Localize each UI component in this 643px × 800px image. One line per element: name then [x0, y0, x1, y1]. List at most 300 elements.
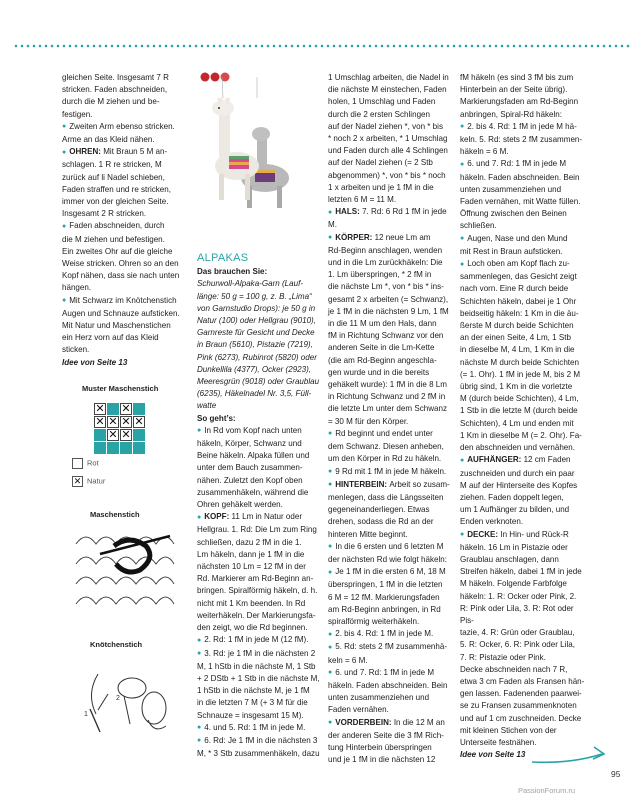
text-line [197, 413, 323, 425]
text-line [460, 468, 588, 480]
svg-text:2: 2 [116, 695, 120, 702]
line-text: den abschneiden und vernähen. [460, 443, 575, 453]
text-line [328, 554, 454, 566]
text-line [62, 320, 192, 332]
line-text: M, 1 hStb in die nächste M, 1 Stb [197, 661, 316, 671]
svg-text:1: 1 [84, 711, 88, 718]
line-text: übrig sind, 1 Km in die vorletzte [460, 382, 573, 392]
text-line [197, 585, 323, 597]
line-text: Beine häkeln. Alpaka füllen und [197, 451, 310, 461]
line-text: schließen, dazu 2 fM in die 1. [197, 537, 302, 547]
line-text: hinteren Mitte beginnt. [328, 529, 408, 539]
cross-stitch-cell: ✕ [121, 429, 131, 441]
line-text: Augen, Nase und den Mund [467, 233, 568, 243]
rule-dot [213, 45, 216, 48]
rule-dot [363, 45, 366, 48]
text-line [328, 742, 454, 754]
text-line [328, 592, 454, 604]
rule-dot [15, 45, 18, 48]
line-text: Rd-Beginn anschlagen, wenden [328, 245, 443, 255]
rule-dot [327, 45, 330, 48]
line-text: häkeln: 1. R: Ocker oder Pink, 2. [460, 591, 577, 601]
text-line [460, 591, 588, 603]
line-text: se zu Fransen zusammenknoten [460, 701, 577, 711]
rule-dot [81, 45, 84, 48]
text-line [460, 688, 588, 700]
text-line [460, 344, 588, 356]
line-text: Arme an das Kleid nähen. [62, 135, 155, 145]
line-text: ziehen. Faden doppelt legen, [460, 492, 564, 502]
text-line [328, 318, 454, 330]
line-text: 9 Rd mit 1 fM in jede M häkeln. [335, 466, 447, 476]
line-text: sammenlegen, das Gesicht zeigt [460, 272, 577, 282]
line-text: die M ziehen und befestigen. [62, 234, 165, 244]
empty-cell [107, 403, 119, 415]
cross-stitch-cell: ✕ [108, 429, 118, 441]
empty-cell [120, 442, 132, 454]
section-lead: AUFHÄNGER: [467, 455, 524, 465]
rule-dot [561, 45, 564, 48]
line-text: Mit Braun 5 M an- [103, 147, 168, 157]
text-line [328, 692, 454, 704]
line-text: 2. bis 4. Rd: 1 fM in jede M. [335, 629, 434, 639]
line-text: spiralförmig weiterhäkeln. [328, 616, 420, 626]
rule-dot [99, 45, 102, 48]
line-text: (die am Rd-Beginn angeschla- [328, 355, 437, 365]
text-column-3 [328, 72, 454, 766]
rule-dot [489, 45, 492, 48]
section-lead: HINTERBEIN: [335, 479, 390, 489]
line-text: watte [197, 401, 217, 411]
empty-square-icon [72, 458, 83, 469]
line-text: 1 hStb in die nächste M, je 1 fM [197, 686, 310, 696]
text-line [460, 627, 588, 639]
cross-stitch-cell: ✕ [121, 416, 131, 428]
text-line [460, 578, 588, 590]
text-line [460, 492, 588, 504]
rule-dot [627, 45, 630, 48]
rule-dot [549, 45, 552, 48]
text-line [328, 730, 454, 742]
knoetchenstich-title: Knötchenstich [90, 640, 143, 649]
rule-dot [393, 45, 396, 48]
line-text: unten zusammenziehen und [328, 693, 430, 703]
line-text: der nächsten Rd wie folgt häkeln: [328, 554, 447, 564]
text-line [62, 258, 192, 270]
rule-dot [135, 45, 138, 48]
text-line [460, 504, 588, 516]
text-line [62, 172, 192, 184]
text-line [197, 438, 323, 450]
line-text: zusammenhäkeln, während die [197, 487, 309, 497]
text-line [197, 549, 323, 561]
rule-dot [453, 45, 456, 48]
line-text: Schichten), 4 Lm und enden mit [460, 418, 574, 428]
line-text: So geht’s: [197, 413, 236, 423]
text-line [328, 453, 454, 465]
text-line [328, 604, 454, 616]
text-line [460, 308, 588, 320]
rule-dot [303, 45, 306, 48]
line-text: zuschneiden und durch ein paar [460, 468, 575, 478]
text-line [328, 403, 454, 415]
line-text: 2. bis 4. Rd: 1 fM in jede M hä- [467, 121, 577, 131]
text-line [460, 639, 588, 651]
line-text: Öffnung zwischen den Beinen [460, 209, 567, 219]
text-line [460, 320, 588, 332]
rule-dot [447, 45, 450, 48]
line-text: Faden abschneiden, durch [69, 221, 165, 231]
line-text: unter dem Bauch zusammen- [197, 463, 303, 473]
cross-square-icon: ✕ [73, 476, 82, 486]
text-line [197, 352, 323, 364]
text-line [197, 722, 323, 735]
text-line [328, 133, 454, 145]
rule-dot [507, 45, 510, 48]
text-line [197, 598, 323, 610]
line-text: gen lassen. Fadenenden paarwei- [460, 689, 582, 699]
rule-dot [219, 45, 222, 48]
rule-dot [201, 45, 204, 48]
text-line [328, 281, 454, 293]
line-text: 1 Umschlag arbeiten, die Nadel in [328, 73, 449, 82]
text-line [328, 704, 454, 716]
rule-dot [531, 45, 534, 48]
text-line [460, 700, 588, 712]
line-text: 6 M = 12 fM. Markierungsfaden [328, 592, 440, 602]
rule-dot [267, 45, 270, 48]
rule-dot [243, 45, 246, 48]
line-text: Schurwoll-Alpaka-Garn (Lauf- [197, 279, 303, 289]
line-text: 6. und 7. Rd: 1 fM in jede M [467, 159, 567, 169]
line-text: Unterseite festnähen. [460, 737, 537, 747]
line-text: tung Hinterbein überspringen [328, 742, 432, 752]
line-text: Ein zweites Ohr auf die gleiche [62, 246, 173, 256]
line-text: nicht mit 1 Km beenden. In Rd [197, 598, 306, 608]
text-line [460, 296, 588, 308]
text-line [62, 184, 192, 196]
line-text: am Rd-Beginn anbringen, in Rd [328, 604, 441, 614]
line-text: 12 cm Faden [523, 455, 571, 465]
text-line [328, 121, 454, 133]
text-line [197, 573, 323, 585]
rule-dot [93, 45, 96, 48]
rule-dot [297, 45, 300, 48]
rule-dot [291, 45, 294, 48]
line-text: mit Rest in Braun aufsticken. [460, 246, 563, 256]
line-text: und in die Lm zurückhäkeln: Die [328, 258, 443, 268]
text-line [62, 308, 192, 320]
text-line [328, 616, 454, 628]
line-text: nächste M durch beide Schichten [460, 357, 579, 367]
rule-dot [573, 45, 576, 48]
text-line [460, 196, 588, 208]
line-text: 5. R: Ocker, 6. R: Pink oder Lila, [460, 640, 575, 650]
rule-dot [567, 45, 570, 48]
rule-dot [387, 45, 390, 48]
line-text: Insgesamt 2 R stricken. [62, 209, 147, 219]
rule-dot [597, 45, 600, 48]
rule-dot [111, 45, 114, 48]
text-line [328, 306, 454, 318]
rule-dot [165, 45, 168, 48]
line-text: R: Pink oder Lila, 3. R: Rot oder Pis- [460, 603, 574, 625]
line-text: Schnauze = insgesamt 15 M). [197, 710, 304, 720]
line-text: und je 1 fM in die nächsten 12 [328, 755, 436, 765]
rule-dot [381, 45, 384, 48]
text-line [197, 685, 323, 697]
text-line [197, 661, 323, 673]
line-text: um 1 Aufhänger zu bilden, und [460, 505, 570, 515]
rule-dot [21, 45, 24, 48]
empty-cell [133, 403, 145, 415]
text-line [460, 603, 588, 627]
text-line [328, 96, 454, 108]
text-line [328, 194, 454, 206]
text-line [197, 648, 323, 661]
text-line [328, 655, 454, 667]
line-text: Enden verknoten. [460, 517, 524, 527]
text-line [62, 196, 192, 208]
line-text: (= 1. Ohr). 1 fM in jede M, bis 2 M [460, 369, 581, 379]
text-line [328, 579, 454, 591]
line-text: durch die M ziehen und be- [62, 97, 160, 107]
line-text: letzten 6 M = 11 M. [328, 195, 397, 205]
text-line [328, 428, 454, 441]
line-text: den zeigt, wo die Rd beginnen. [197, 623, 308, 633]
line-text: beidseitig häkeln: 1 Km in die äu- [460, 308, 579, 318]
text-line [328, 641, 454, 654]
text-line [197, 561, 323, 573]
text-line [197, 748, 323, 760]
text-line [460, 725, 588, 737]
rule-dot [339, 45, 342, 48]
text-line [460, 381, 588, 393]
rule-dot [237, 45, 240, 48]
text-line [328, 182, 454, 194]
line-text: M häkeln. Folgende Farbfolge [460, 579, 567, 589]
line-text: an der einen Seite, 4 Lm, 1 Stb [460, 333, 571, 343]
line-text: durch die 2 ersten Schlingen [328, 109, 430, 119]
text-line [328, 516, 454, 528]
rule-dot [441, 45, 444, 48]
text-line [460, 418, 588, 430]
text-line [197, 303, 323, 315]
text-line [197, 278, 323, 290]
line-text: anbringen, Spiral-Rd häkeln: [460, 109, 562, 119]
rule-dot [585, 45, 588, 48]
empty-cell [133, 429, 145, 441]
rule-dot [579, 45, 582, 48]
text-line [328, 717, 454, 730]
line-text: und auf 1 cm zuschneiden. Decke [460, 713, 582, 723]
line-text: in die 11 M um den Hals, dann [328, 319, 437, 329]
line-text: die letzte Lm unter dem Schwanz [328, 404, 447, 414]
text-line [197, 511, 323, 524]
line-text: Hellgrau. 1. Rd: Die Lm zum Ring [197, 525, 317, 535]
line-text: Loch oben am Kopf flach zu- [467, 259, 570, 269]
line-text: Decke abschneiden nach 7 R, [460, 664, 568, 674]
rule-dot [57, 45, 60, 48]
line-text: fM häkeln (es sind 3 fM bis zum [460, 73, 574, 82]
rule-dot [279, 45, 282, 48]
text-line [328, 206, 454, 231]
text-line [62, 134, 192, 146]
text-line [62, 357, 192, 369]
text-line [460, 566, 588, 578]
text-line [328, 72, 454, 84]
rule-dot [465, 45, 468, 48]
line-text: häkeln. Faden abschneiden. Bein [328, 680, 448, 690]
text-line [460, 542, 588, 554]
text-line [197, 673, 323, 685]
rule-dot [615, 45, 618, 48]
line-text: Arbeit so zusam- [389, 479, 450, 489]
line-text: stricken. Faden abschneiden, [62, 85, 168, 95]
text-line [197, 537, 323, 549]
text-line [197, 697, 323, 709]
line-text: Markierungsfaden am Rd-Beginn [460, 97, 579, 107]
rule-dot [147, 45, 150, 48]
text-line [62, 96, 192, 108]
text-line [328, 529, 454, 541]
cross-stitch-cell: ✕ [134, 416, 144, 428]
line-text: Faden straffen und re stricken, [62, 184, 171, 194]
text-line [460, 393, 588, 405]
section-heading: ALPAKAS [197, 252, 249, 264]
line-text: 5. Rd: stets 2 fM zusammenhä- [335, 642, 448, 652]
text-line [460, 713, 588, 725]
line-text: häkeln = 6 M. [460, 147, 509, 157]
rule-dot [555, 45, 558, 48]
line-text: der anderen Seite die 3 fM Rich- [328, 730, 444, 740]
text-line [460, 480, 588, 492]
line-text: gleichen Seite. Insgesamt 7 R [62, 73, 169, 82]
line-text: 2. Rd: 1 fM in jede M (12 fM). [204, 635, 309, 645]
text-line [328, 566, 454, 579]
empty-cell [133, 442, 145, 454]
line-text: zurück auf li Nadel schieben, [62, 172, 165, 182]
rule-dot [255, 45, 258, 48]
text-line [62, 282, 192, 294]
text-line [460, 134, 588, 146]
line-text: 1. Lm überspringen, * 2 fM in [328, 270, 432, 280]
line-text: * noch 2 x arbeiten, * 1 Umschlag [328, 134, 448, 144]
rule-dot [123, 45, 126, 48]
text-line [62, 72, 192, 84]
cross-stitch-cell: ✕ [121, 403, 131, 415]
line-text: 7. Rd: 6 Rd 1 fM in jede M. [328, 207, 447, 230]
line-text: etwa 3 cm Faden als Fransen hän- [460, 676, 585, 686]
text-line [328, 667, 454, 680]
line-text: Schichten häkeln, dabei je 1 Ohr [460, 296, 577, 306]
legend-natur: ✕ Natur [73, 476, 106, 486]
section-lead: DECKE: [467, 529, 501, 539]
line-text: Idee von Seite 13 [62, 357, 128, 367]
rule-dot [375, 45, 378, 48]
line-text: sticken. [62, 345, 90, 355]
line-text: 7. R: Pistazie oder Pink. [460, 652, 546, 662]
text-line [460, 664, 588, 676]
text-line [328, 680, 454, 692]
cross-stitch-cell: ✕ [95, 403, 105, 415]
line-text: nach vorn. Eine R durch beide [460, 284, 569, 294]
rule-dot [423, 45, 426, 48]
line-text: 1 Stb in die letzte M (durch beide [460, 406, 578, 416]
text-line [328, 466, 454, 479]
rule-dot [45, 45, 48, 48]
section-lead: KÖRPER: [335, 232, 375, 242]
rule-dot [171, 45, 174, 48]
line-text: Mit Natur und Maschenstichen [62, 321, 171, 331]
line-text: auf der Nadel ziehen (= 2 Stb [328, 158, 433, 168]
text-line [460, 369, 588, 381]
line-text: von Garnstudio Drops): je 50 g in [197, 303, 316, 313]
line-text: Dunkellila (4377), Ocker (2923), [197, 364, 312, 374]
line-text: abgenommen) *, von * bis * noch [328, 170, 446, 180]
rule-dot [351, 45, 354, 48]
line-text: unten zusammenziehen und [460, 184, 562, 194]
line-text: Graublau anschlagen, dann [460, 554, 559, 564]
alpaca-photo [197, 68, 323, 238]
text-line [460, 442, 588, 454]
knoetchenstich-illustration [70, 654, 180, 759]
text-line [197, 364, 323, 376]
line-text: festigen. [62, 109, 93, 119]
rule-dot [405, 45, 408, 48]
text-line [197, 339, 323, 351]
rule-dot [225, 45, 228, 48]
rule-dot [87, 45, 90, 48]
text-line [328, 170, 454, 182]
rule-dot [429, 45, 432, 48]
text-column-2 [197, 252, 323, 760]
rule-dot [309, 45, 312, 48]
rule-dot [261, 45, 264, 48]
text-line [460, 96, 588, 108]
line-text: In die 12 M an [393, 717, 445, 727]
line-text: immer von der gleichen Seite. [62, 197, 169, 207]
line-text: Das brauchen Sie: [197, 267, 268, 277]
line-text: in Braun (5610), Pistazie (7219), [197, 340, 313, 350]
rule-dot [315, 45, 318, 48]
rule-dot [519, 45, 522, 48]
text-line [460, 233, 588, 246]
text-line [460, 172, 588, 184]
line-text: in die letzten 7 M (+ 3 M für die [197, 698, 308, 708]
text-line [62, 84, 192, 96]
text-line [62, 270, 192, 282]
line-text: ein Herz vorn auf das Kleid [62, 333, 159, 343]
text-line [328, 441, 454, 453]
line-text: schließen. [460, 221, 497, 231]
line-text: hängen. [62, 283, 92, 293]
line-text: schlagen. 1 R re stricken, M [62, 160, 162, 170]
rule-dot [357, 45, 360, 48]
line-text: M, * 3 Stb zusammenhäkeln, dazu [197, 749, 320, 759]
rule-dot [333, 45, 336, 48]
rule-dot [501, 45, 504, 48]
line-text: 6. Rd: Je 1 fM in die nächsten 3 [204, 735, 318, 745]
line-text: Natur (100) oder Hellgrau (9010), [197, 316, 316, 326]
line-text: dem Schwanz. Diesen anheben, [328, 442, 444, 452]
line-text: Idee von Seite 13 [460, 750, 526, 760]
text-line [62, 208, 192, 220]
rule-dot [345, 45, 348, 48]
text-line [62, 234, 192, 246]
text-line [197, 376, 323, 388]
legend-rot: Rot [72, 458, 99, 469]
